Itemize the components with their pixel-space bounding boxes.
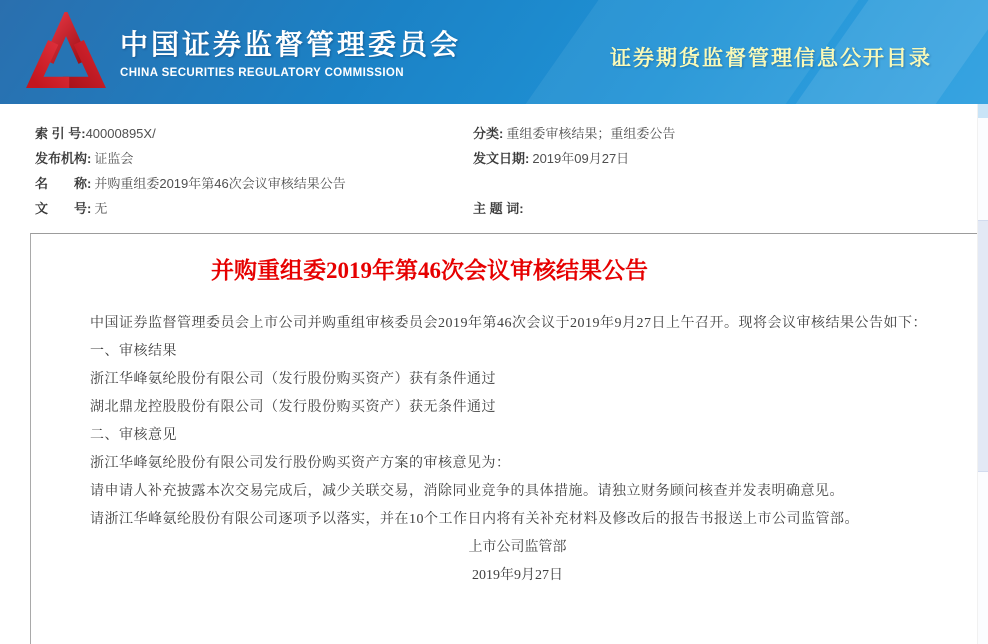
issuing-agency-value: 证监会	[94, 151, 134, 166]
meta-row-document-number	[35, 196, 465, 221]
paragraph-result-huafeng: 浙江华峰氨纶股份有限公司（发行股份购买资产）获有条件通过	[90, 372, 496, 387]
document-title: 并购重组委2019年第46次会议审核结果公告	[211, 258, 648, 283]
paragraph-section-1-heading: 一、审核结果	[90, 344, 177, 359]
metadata-right-column	[473, 121, 953, 221]
publish-date-value: 2019年09月27日	[532, 151, 630, 166]
issuing-agency-label: 发布机构:	[35, 151, 92, 166]
index-number-label: 索 引 号:	[35, 126, 86, 141]
header-banner	[0, 0, 988, 104]
metadata-section	[0, 104, 988, 233]
meta-row-publish-date	[473, 146, 953, 171]
meta-row-index-number	[35, 121, 465, 146]
document-number-value: 无	[94, 201, 108, 216]
publish-date-label: 发文日期:	[473, 151, 530, 166]
document-body	[90, 310, 927, 534]
paragraph-section-2-heading: 二、审核意见	[90, 428, 177, 443]
document-number-label: 文 号:	[35, 201, 92, 216]
document-name-value: 并购重组委2019年第46次会议审核结果公告	[94, 176, 346, 191]
scrollbar-thumb[interactable]	[978, 220, 988, 472]
directory-title: 证券期货监督管理信息公开目录	[610, 47, 932, 70]
index-number-value: 40000895X/	[85, 126, 156, 141]
meta-row-document-name	[35, 171, 465, 196]
paragraph-implementation-request: 请浙江华峰氨纶股份有限公司逐项予以落实，并在10个工作日内将有关补充材料及修改后的报告书报送上市公司监管部。	[90, 512, 859, 527]
org-name-en: CHINA SECURITIES REGULATORY COMMISSION	[120, 67, 404, 79]
signature-department: 上市公司监管部	[468, 540, 567, 555]
category-value: 重组委审核结果；重组委公告	[506, 126, 676, 141]
document-box	[30, 233, 978, 644]
paragraph-opinion-intro: 浙江华峰氨纶股份有限公司发行股份购买资产方案的审核意见为：	[90, 456, 511, 471]
paragraph-result-dinglong: 湖北鼎龙控股股份有限公司（发行股份购买资产）获无条件通过	[90, 400, 496, 415]
meta-row-spacer	[473, 171, 953, 196]
meta-row-issuing-agency	[35, 146, 465, 171]
meta-row-subject-words	[473, 196, 953, 221]
org-name-cn: 中国证券监督管理委员会	[120, 29, 462, 60]
paragraph-opening: 中国证券监督管理委员会上市公司并购重组审核委员会2019年第46次会议于2019年9月27日上午召开。现将会议审核结果公告如下：	[90, 316, 927, 331]
org-name-block	[120, 23, 461, 79]
scrollbar-up-button[interactable]	[978, 104, 988, 118]
signature-date: 2019年9月27日	[472, 568, 563, 583]
document-name-label: 名 称:	[35, 176, 92, 191]
category-label: 分类:	[473, 126, 504, 141]
subject-words-label: 主 题 词:	[473, 201, 524, 216]
csrc-logo-icon	[26, 12, 106, 92]
paragraph-opinion-detail: 请申请人补充披露本次交易完成后，减少关联交易，消除同业竞争的具体措施。请独立财务顾问核查并发表明确意见。	[90, 484, 844, 499]
metadata-left-column	[35, 121, 465, 221]
meta-row-category	[473, 121, 953, 146]
